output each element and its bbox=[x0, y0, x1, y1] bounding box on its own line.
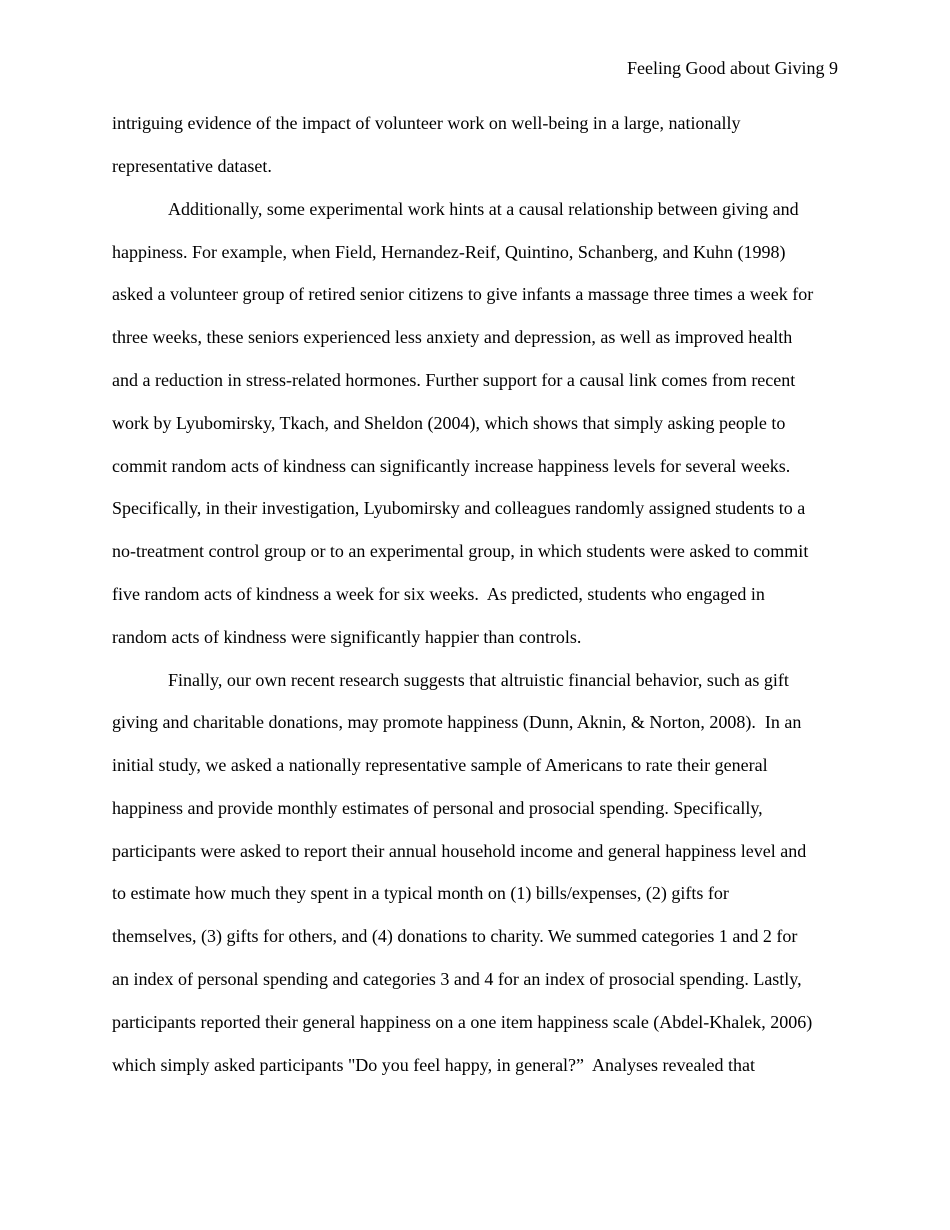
text-line: participants reported their general happiness on a one item happiness scale (Abdel-Khalek, 2006) bbox=[112, 1012, 813, 1032]
text-line: and a reduction in stress-related hormones. Further support for a causal link comes from recent bbox=[112, 370, 796, 390]
text-line: five random acts of kindness a week for six weeks. As predicted, students who engaged in bbox=[112, 584, 765, 604]
text-line: happiness and provide monthly estimates of personal and prosocial spending. Specifically, bbox=[112, 798, 763, 818]
paragraph-first-line: Finally, our own recent research suggests that altruistic financial behavior, such as gift bbox=[168, 670, 789, 690]
text-line: random acts of kindness were significantly happier than controls. bbox=[112, 627, 582, 647]
text-line: work by Lyubomirsky, Tkach, and Sheldon (2004), which shows that simply asking people to bbox=[112, 413, 786, 433]
text-line: participants were asked to report their annual household income and general happiness level and bbox=[112, 841, 807, 861]
paragraph-first-line: Additionally, some experimental work hints at a causal relationship between giving and bbox=[168, 199, 799, 219]
text-line: three weeks, these seniors experienced less anxiety and depression, as well as improved health bbox=[112, 327, 793, 347]
text-line: which simply asked participants "Do you feel happy, in general?” Analyses revealed that bbox=[112, 1055, 755, 1075]
text-line: commit random acts of kindness can significantly increase happiness levels for several weeks. bbox=[112, 456, 791, 476]
text-line: asked a volunteer group of retired senior citizens to give infants a massage three times a week for bbox=[112, 284, 814, 304]
text-line: happiness. For example, when Field, Hernandez-Reif, Quintino, Schanberg, and Kuhn (1998) bbox=[112, 242, 786, 262]
running-head: Feeling Good about Giving 9 bbox=[627, 58, 838, 78]
text-line: an index of personal spending and categories 3 and 4 for an index of prosocial spending. Lastly, bbox=[112, 969, 802, 989]
text-line: to estimate how much they spent in a typical month on (1) bills/expenses, (2) gifts for bbox=[112, 883, 729, 903]
text-line: Specifically, in their investigation, Lyubomirsky and colleagues randomly assigned students to a bbox=[112, 498, 806, 518]
text-line: representative dataset. bbox=[112, 156, 272, 176]
text-line: giving and charitable donations, may promote happiness (Dunn, Aknin, & Norton, 2008). In an bbox=[112, 712, 802, 732]
text-line: initial study, we asked a nationally representative sample of Americans to rate their general bbox=[112, 755, 768, 775]
text-line: intriguing evidence of the impact of volunteer work on well-being in a large, nationally bbox=[112, 113, 741, 133]
text-line: no-treatment control group or to an experimental group, in which students were asked to commit bbox=[112, 541, 809, 561]
text-line: themselves, (3) gifts for others, and (4) donations to charity. We summed categories 1 and 2 for bbox=[112, 926, 798, 946]
